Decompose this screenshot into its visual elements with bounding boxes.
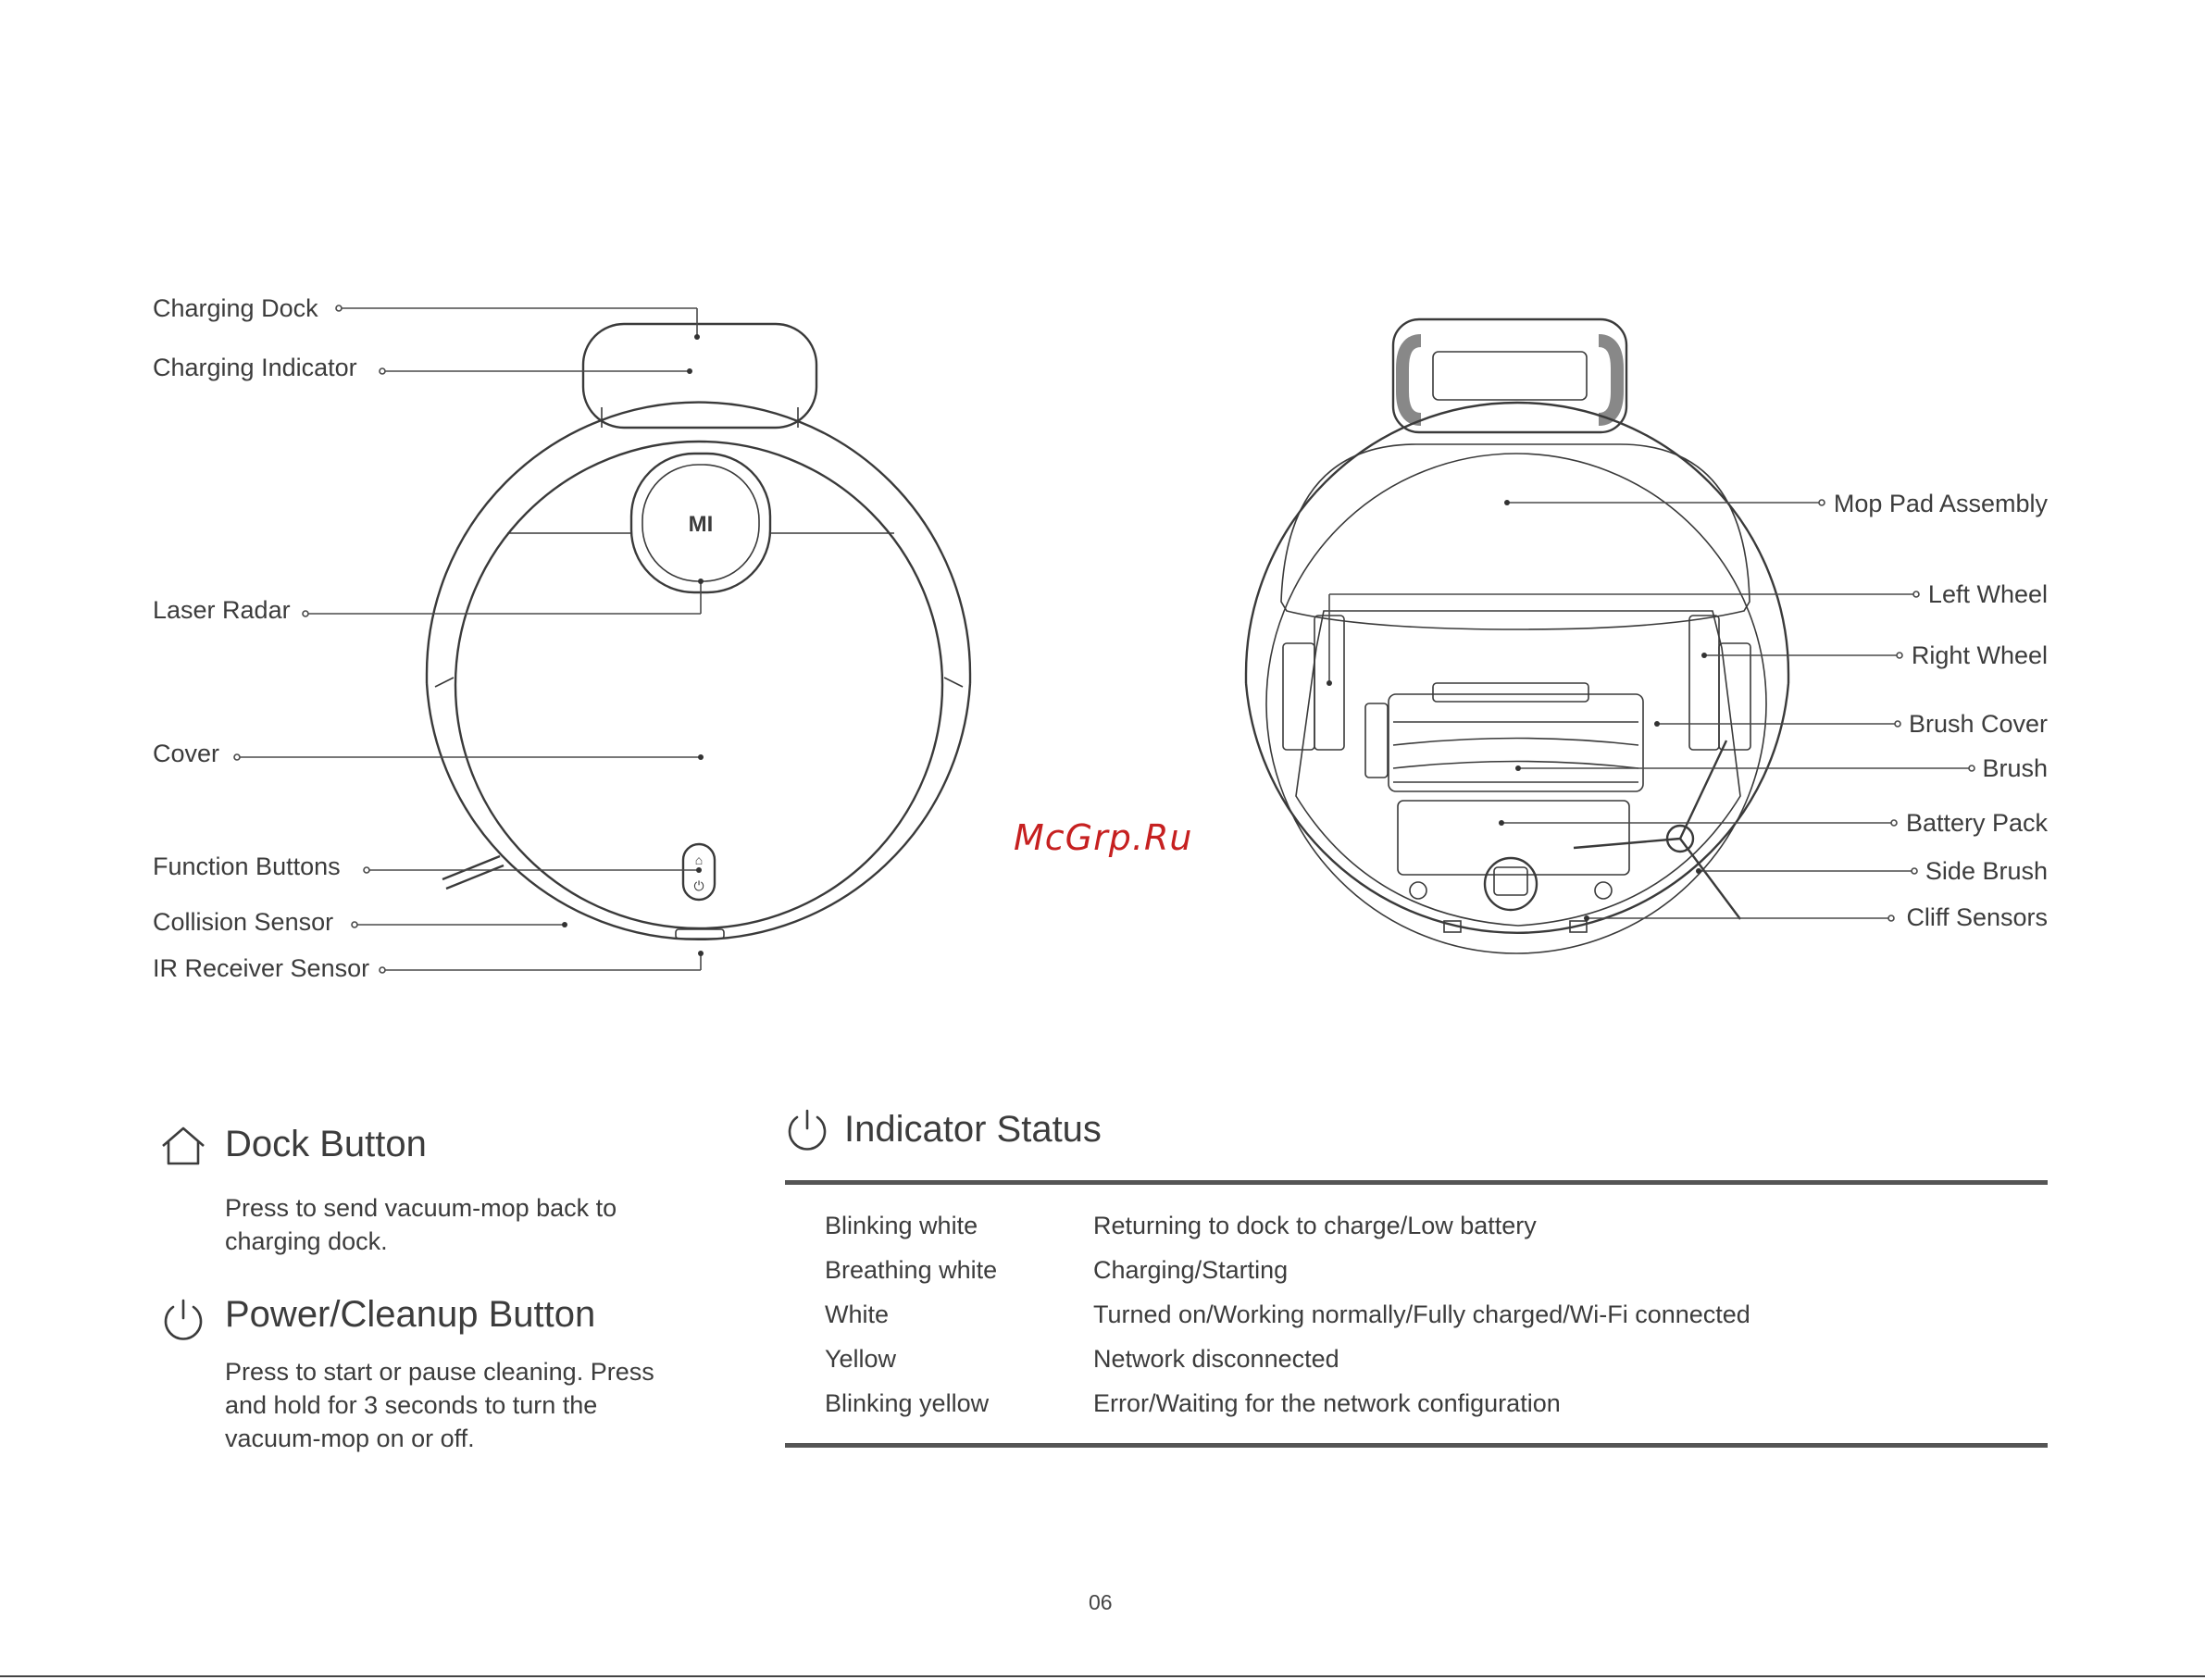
status-meaning: Charging/Starting (1093, 1256, 1289, 1284)
status-meaning: Network disconnected (1093, 1345, 1339, 1373)
label-cover: Cover (153, 740, 220, 767)
page-number: 06 (1089, 1590, 1113, 1614)
power-icon (783, 1108, 831, 1154)
dock-button-title: Dock Button (225, 1124, 427, 1164)
dock-button-description: Press to send vacuum-mop back to charging dock. (225, 1194, 617, 1255)
label-battery-pack: Battery Pack (1905, 809, 2048, 837)
home-icon (159, 1126, 207, 1166)
mi-logo: MI (688, 512, 714, 537)
label-brush-cover: Brush Cover (1908, 710, 2048, 738)
status-state: White (825, 1300, 890, 1328)
power-icon (159, 1298, 207, 1344)
label-charging-indicator: Charging Indicator (153, 354, 357, 381)
label-brush: Brush (1982, 754, 2048, 782)
label-ir-receiver-sensor: IR Receiver Sensor (153, 954, 370, 982)
status-meaning: Error/Waiting for the network configuration (1093, 1389, 1561, 1417)
svg-text:⏻: ⏻ (693, 878, 704, 893)
label-left-wheel: Left Wheel (1927, 580, 2048, 608)
status-meaning: Returning to dock to charge/Low battery (1093, 1212, 1537, 1239)
status-state: Blinking yellow (825, 1389, 990, 1417)
robot-bottom-view (1246, 319, 2048, 953)
status-state: Breathing white (825, 1256, 998, 1284)
label-function-buttons: Function Buttons (153, 852, 341, 880)
svg-text:⌂: ⌂ (694, 852, 704, 867)
status-state: Yellow (825, 1345, 897, 1373)
label-right-wheel: Right Wheel (1911, 641, 2048, 669)
label-cliff-sensors: Cliff Sensors (1906, 903, 2048, 931)
label-charging-dock: Charging Dock (153, 294, 318, 322)
status-meaning: Turned on/Working normally/Fully charged/Wi-Fi connected (1093, 1300, 1750, 1328)
watermark: McGrp.Ru (1014, 817, 1193, 858)
power-button-description: Press to start or pause cleaning. Press and hold for 3 seconds to turn the vacuum-mop on or off. (225, 1358, 654, 1452)
page-bottom-rule (0, 1675, 2205, 1677)
label-laser-radar: Laser Radar (153, 596, 291, 624)
indicator-status-title: Indicator Status (844, 1109, 1102, 1150)
status-state: Blinking white (825, 1212, 978, 1239)
table-top-rule (785, 1180, 2048, 1185)
table-bottom-rule (785, 1443, 2048, 1448)
label-mop-pad-assembly: Mop Pad Assembly (1833, 490, 2048, 517)
robot-top-view (153, 294, 970, 982)
label-collision-sensor: Collision Sensor (153, 908, 334, 936)
label-side-brush: Side Brush (1925, 857, 2048, 885)
power-button-title: Power/Cleanup Button (225, 1294, 596, 1335)
